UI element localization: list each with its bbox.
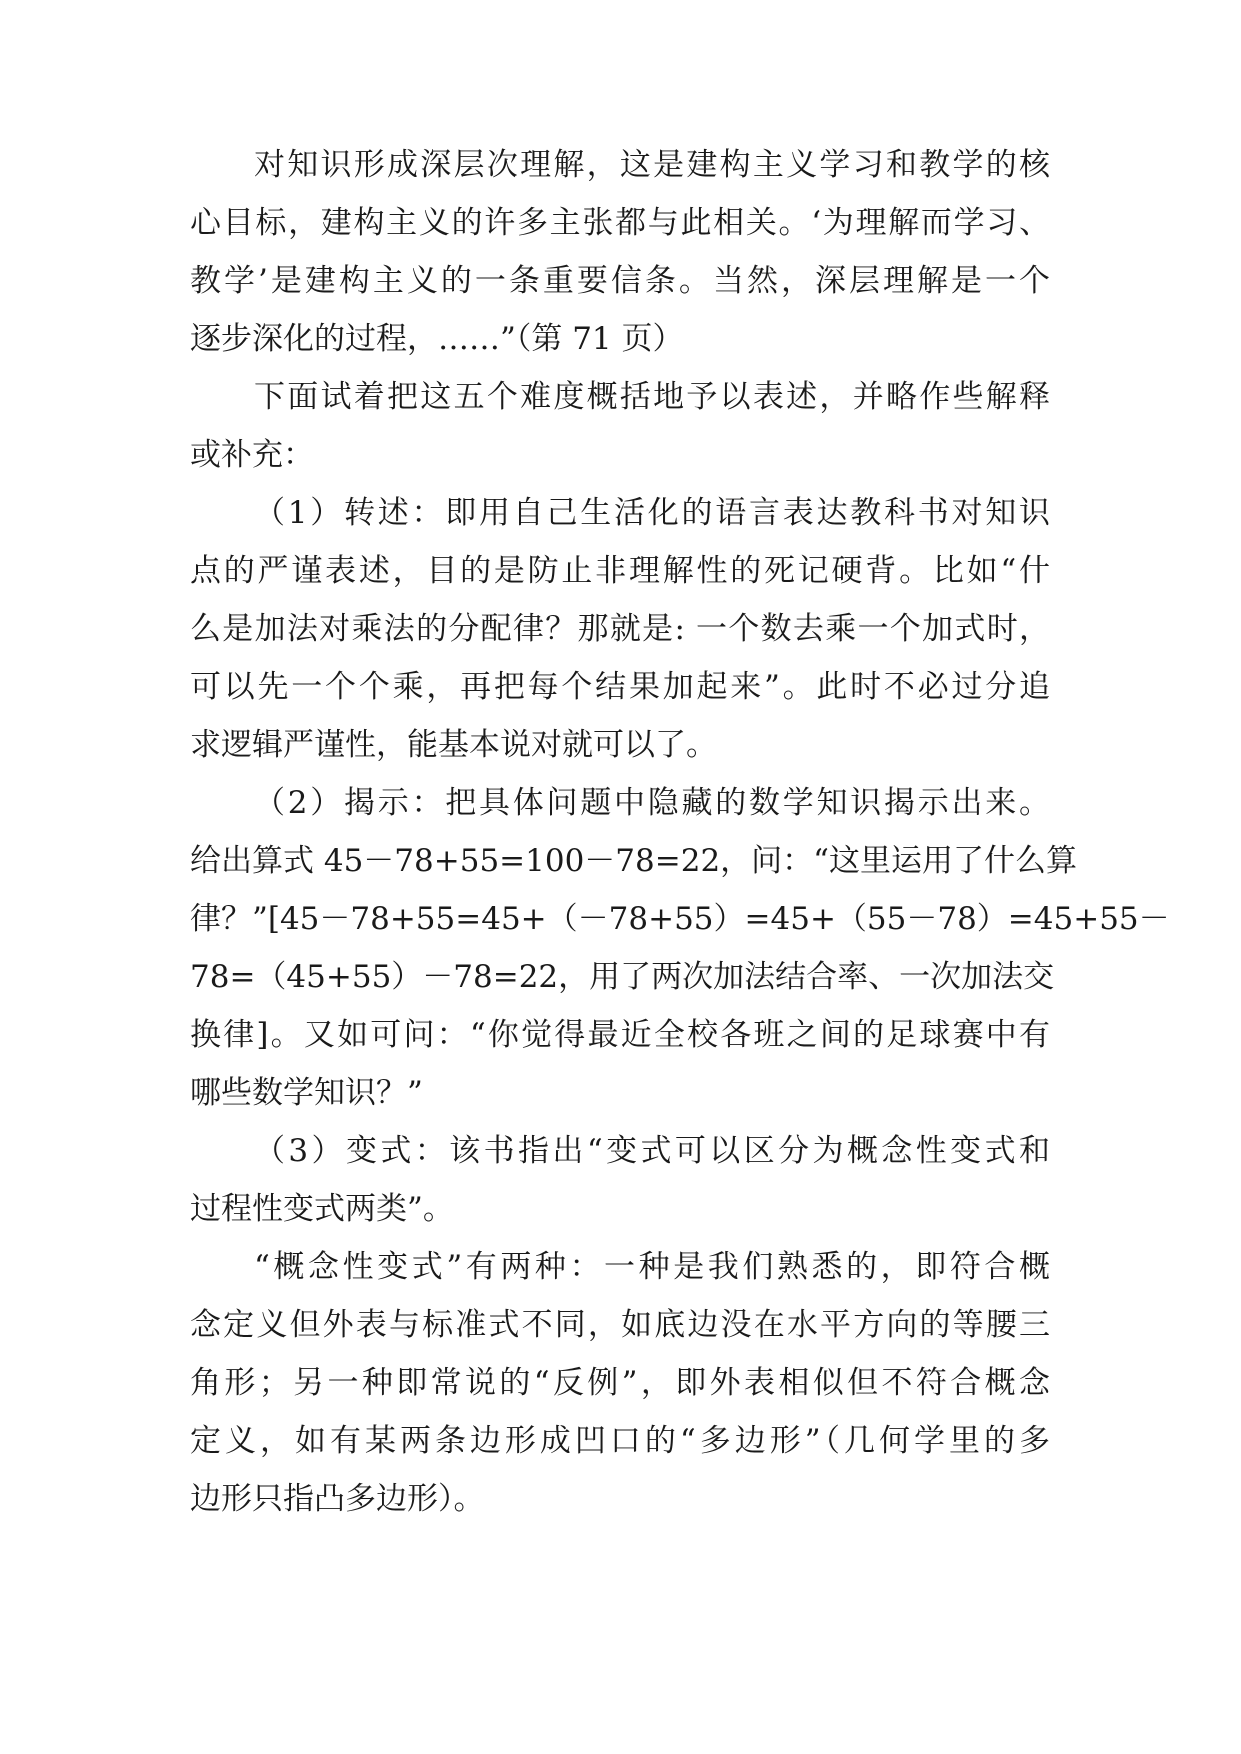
text-line: 心目标，建构主义的许多主张都与此相关。‘为理解而学习、 bbox=[190, 205, 1050, 241]
text-line: 点的严谨表述，目的是防止非理解性的死记硬背。比如“什 bbox=[190, 553, 1050, 589]
text-line: 律？”[45－78+55=45+（－78+55）=45+（55－78）=45+55－ bbox=[190, 901, 1170, 937]
text-line: 角形；另一种即常说的“反例”，即外表相似但不符合概念 bbox=[190, 1365, 1050, 1401]
text-line: 定义，如有某两条边形成凹口的“多边形”（几何学里的多 bbox=[190, 1423, 1050, 1459]
text-line: （3）变式：该书指出“变式可以区分为概念性变式和 bbox=[254, 1133, 1050, 1169]
text-line: 给出算式 45－78+55=100－78=22，问：“这里运用了什么算 bbox=[190, 843, 1078, 879]
text-line: 可以先一个个乘，再把每个结果加起来”。此时不必过分追 bbox=[190, 669, 1050, 705]
text-line: 念定义但外表与标准式不同，如底边没在水平方向的等腰三 bbox=[190, 1307, 1050, 1343]
text-line: 下面试着把这五个难度概括地予以表述，并略作些解释 bbox=[254, 379, 1050, 415]
text-line: 78=（45+55）－78=22，用了两次加法结合率、一次加法交 bbox=[190, 959, 1055, 995]
text-line: 换律]。又如可问：“你觉得最近全校各班之间的足球赛中有 bbox=[190, 1017, 1050, 1053]
text-line: 过程性变式两类”。 bbox=[190, 1191, 454, 1227]
text-line: （1）转述：即用自己生活化的语言表达教科书对知识 bbox=[254, 495, 1050, 531]
text-line: 么是加法对乘法的分配律？那就是: 一个数去乘一个加式时， bbox=[190, 611, 1050, 647]
text-line: 求逻辑严谨性，能基本说对就可以了。 bbox=[190, 727, 717, 763]
text-line: 哪些数学知识？” bbox=[190, 1075, 423, 1111]
text-line: 教学’是建构主义的一条重要信条。当然，深层理解是一个 bbox=[190, 263, 1050, 299]
text-line: 或补充： bbox=[190, 437, 314, 473]
text-line: 逐步深化的过程，……”（第 71 页） bbox=[190, 321, 684, 357]
text-line: “概念性变式”有两种：一种是我们熟悉的，即符合概 bbox=[254, 1249, 1050, 1285]
text-line: （2）揭示：把具体问题中隐藏的数学知识揭示出来。 bbox=[254, 785, 1050, 821]
text-line: 对知识形成深层次理解，这是建构主义学习和教学的核 bbox=[254, 147, 1050, 183]
text-line: 边形只指凸多边形）。 bbox=[190, 1481, 485, 1517]
